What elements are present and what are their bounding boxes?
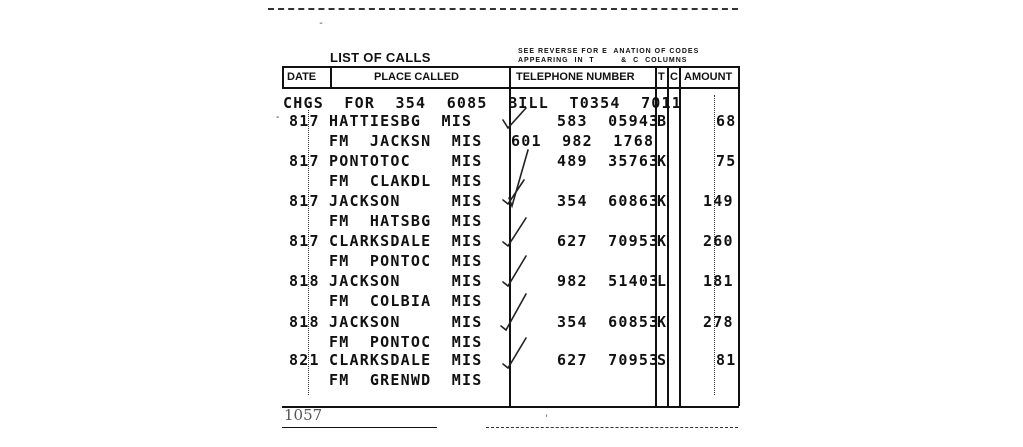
call-amount: 278 xyxy=(703,313,734,331)
call-code: S xyxy=(657,351,668,369)
call-code: L xyxy=(657,272,668,290)
call-place: HATTIESBG MIS xyxy=(329,112,473,130)
call-amount: 260 xyxy=(703,232,734,250)
call-code: K xyxy=(657,192,668,210)
bottom-rule xyxy=(282,406,739,408)
call-from: FM GRENWD MIS xyxy=(329,371,483,389)
call-phone: 489 35763 xyxy=(557,152,660,170)
call-place: CLARKSDALE MIS xyxy=(329,232,483,250)
call-place: PONTOTOC MIS xyxy=(329,152,483,170)
call-date: 817 xyxy=(289,232,320,250)
check-mark-icon xyxy=(501,294,526,330)
call-from-phone: 601 982 1768 xyxy=(511,132,655,150)
stray-mark: ' xyxy=(544,414,550,424)
codes-note-line1: SEE REVERSE FOR E ANATION OF CODES xyxy=(518,48,700,55)
call-from: FM PONTOC MIS xyxy=(329,252,483,270)
codes-note-line2: APPEARING IN T & C COLUMNS xyxy=(518,57,688,64)
check-mark-icon xyxy=(503,108,526,128)
call-place: JACKSON MIS xyxy=(329,272,483,290)
call-code: K xyxy=(657,152,668,170)
call-from: FM HATSBG MIS xyxy=(329,212,483,230)
call-code: K xyxy=(657,313,668,331)
call-place: JACKSON MIS xyxy=(329,313,483,331)
call-place: CLARKSDALE MIS xyxy=(329,351,483,369)
call-from: FM PONTOC MIS xyxy=(329,333,483,351)
call-amount: 68 xyxy=(716,112,737,130)
call-date: 818 xyxy=(289,313,320,331)
form-title: LIST OF CALLS xyxy=(330,50,431,65)
col-header-place: PLACE CALLED xyxy=(374,71,459,83)
col-header-amount: AMOUNT xyxy=(684,71,733,83)
call-code: B xyxy=(657,112,668,130)
call-amount: 149 xyxy=(703,192,734,210)
col-header-c: C xyxy=(670,71,678,83)
call-phone: 627 70953 xyxy=(557,351,660,369)
call-amount: 81 xyxy=(716,351,737,369)
call-phone: 354 60863 xyxy=(557,192,660,210)
call-date: 817 xyxy=(289,152,320,170)
bottom-left-rule xyxy=(282,427,437,428)
call-date: 821 xyxy=(289,351,320,369)
call-amount: 181 xyxy=(703,272,734,290)
margin-tick-mark: - xyxy=(276,112,280,123)
footer-mark: 1057 xyxy=(284,406,323,424)
col-header-phone: TELEPHONE NUMBER xyxy=(516,71,635,83)
call-amount: 75 xyxy=(716,152,737,170)
bottom-dashed-edge xyxy=(486,427,738,428)
call-from: FM COLBIA MIS xyxy=(329,292,483,310)
charges-line: CHGS FOR 354 6085 BILL T0354 7011 xyxy=(283,94,682,112)
call-code: K xyxy=(657,232,668,250)
col-header-date: DATE xyxy=(287,71,317,83)
call-phone: 354 60853 xyxy=(557,313,660,331)
call-place: JACKSON MIS xyxy=(329,192,483,210)
col-header-t: T xyxy=(658,71,665,83)
call-from: FM CLAKDL MIS xyxy=(329,172,483,190)
call-date: 818 xyxy=(289,272,320,290)
call-date: 817 xyxy=(289,112,320,130)
call-from: FM JACKSN MIS xyxy=(329,132,483,150)
call-date: 817 xyxy=(289,192,320,210)
call-phone: 627 70953 xyxy=(557,232,660,250)
check-mark-icon xyxy=(503,256,526,286)
check-mark-icon xyxy=(503,338,526,368)
stray-mark: - xyxy=(318,18,325,29)
call-phone: 583 05943 xyxy=(557,112,660,130)
check-mark-icon xyxy=(503,218,526,246)
call-phone: 982 51403 xyxy=(557,272,660,290)
